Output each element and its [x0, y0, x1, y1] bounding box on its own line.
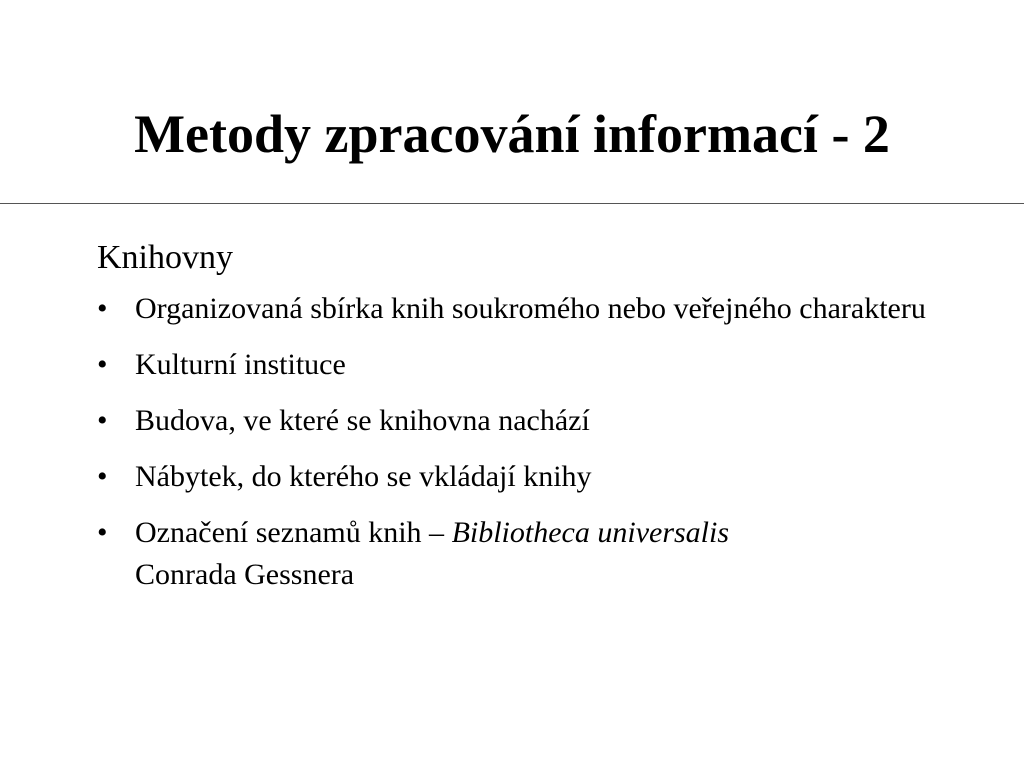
- bullet-item: [97, 512, 977, 596]
- bullet-item: [97, 344, 977, 386]
- slide-content: [97, 234, 977, 610]
- bullet-text: Budova, ve které se knihovna nachází: [135, 404, 590, 437]
- slide-title: Metody zpracování informací - 2: [134, 104, 890, 164]
- bullet-item: [97, 456, 977, 498]
- bullet-text-tail: Conrada Gessnera: [135, 558, 355, 591]
- bullet-text: Nábytek, do kterého se vkládají knihy: [135, 460, 592, 493]
- bullet-icon: •: [97, 404, 108, 437]
- bullet-list: [97, 288, 977, 596]
- book-title: Bibliotheca universalis: [451, 516, 730, 549]
- bullet-text: Kulturní instituce: [135, 348, 346, 381]
- bullet-icon: •: [97, 348, 108, 381]
- section-heading: Knihovny: [97, 239, 233, 276]
- bullet-icon: •: [97, 460, 108, 493]
- bullet-text-lead: Označení seznamů knih –: [135, 516, 452, 549]
- bullet-icon: •: [97, 292, 108, 325]
- bullet-item: [97, 288, 977, 330]
- title-divider: [0, 203, 1024, 204]
- bullet-item: [97, 400, 977, 442]
- bullet-icon: •: [97, 516, 108, 549]
- bullet-text: Organizovaná sbírka knih soukromého nebo veřejného charakteru: [135, 292, 926, 325]
